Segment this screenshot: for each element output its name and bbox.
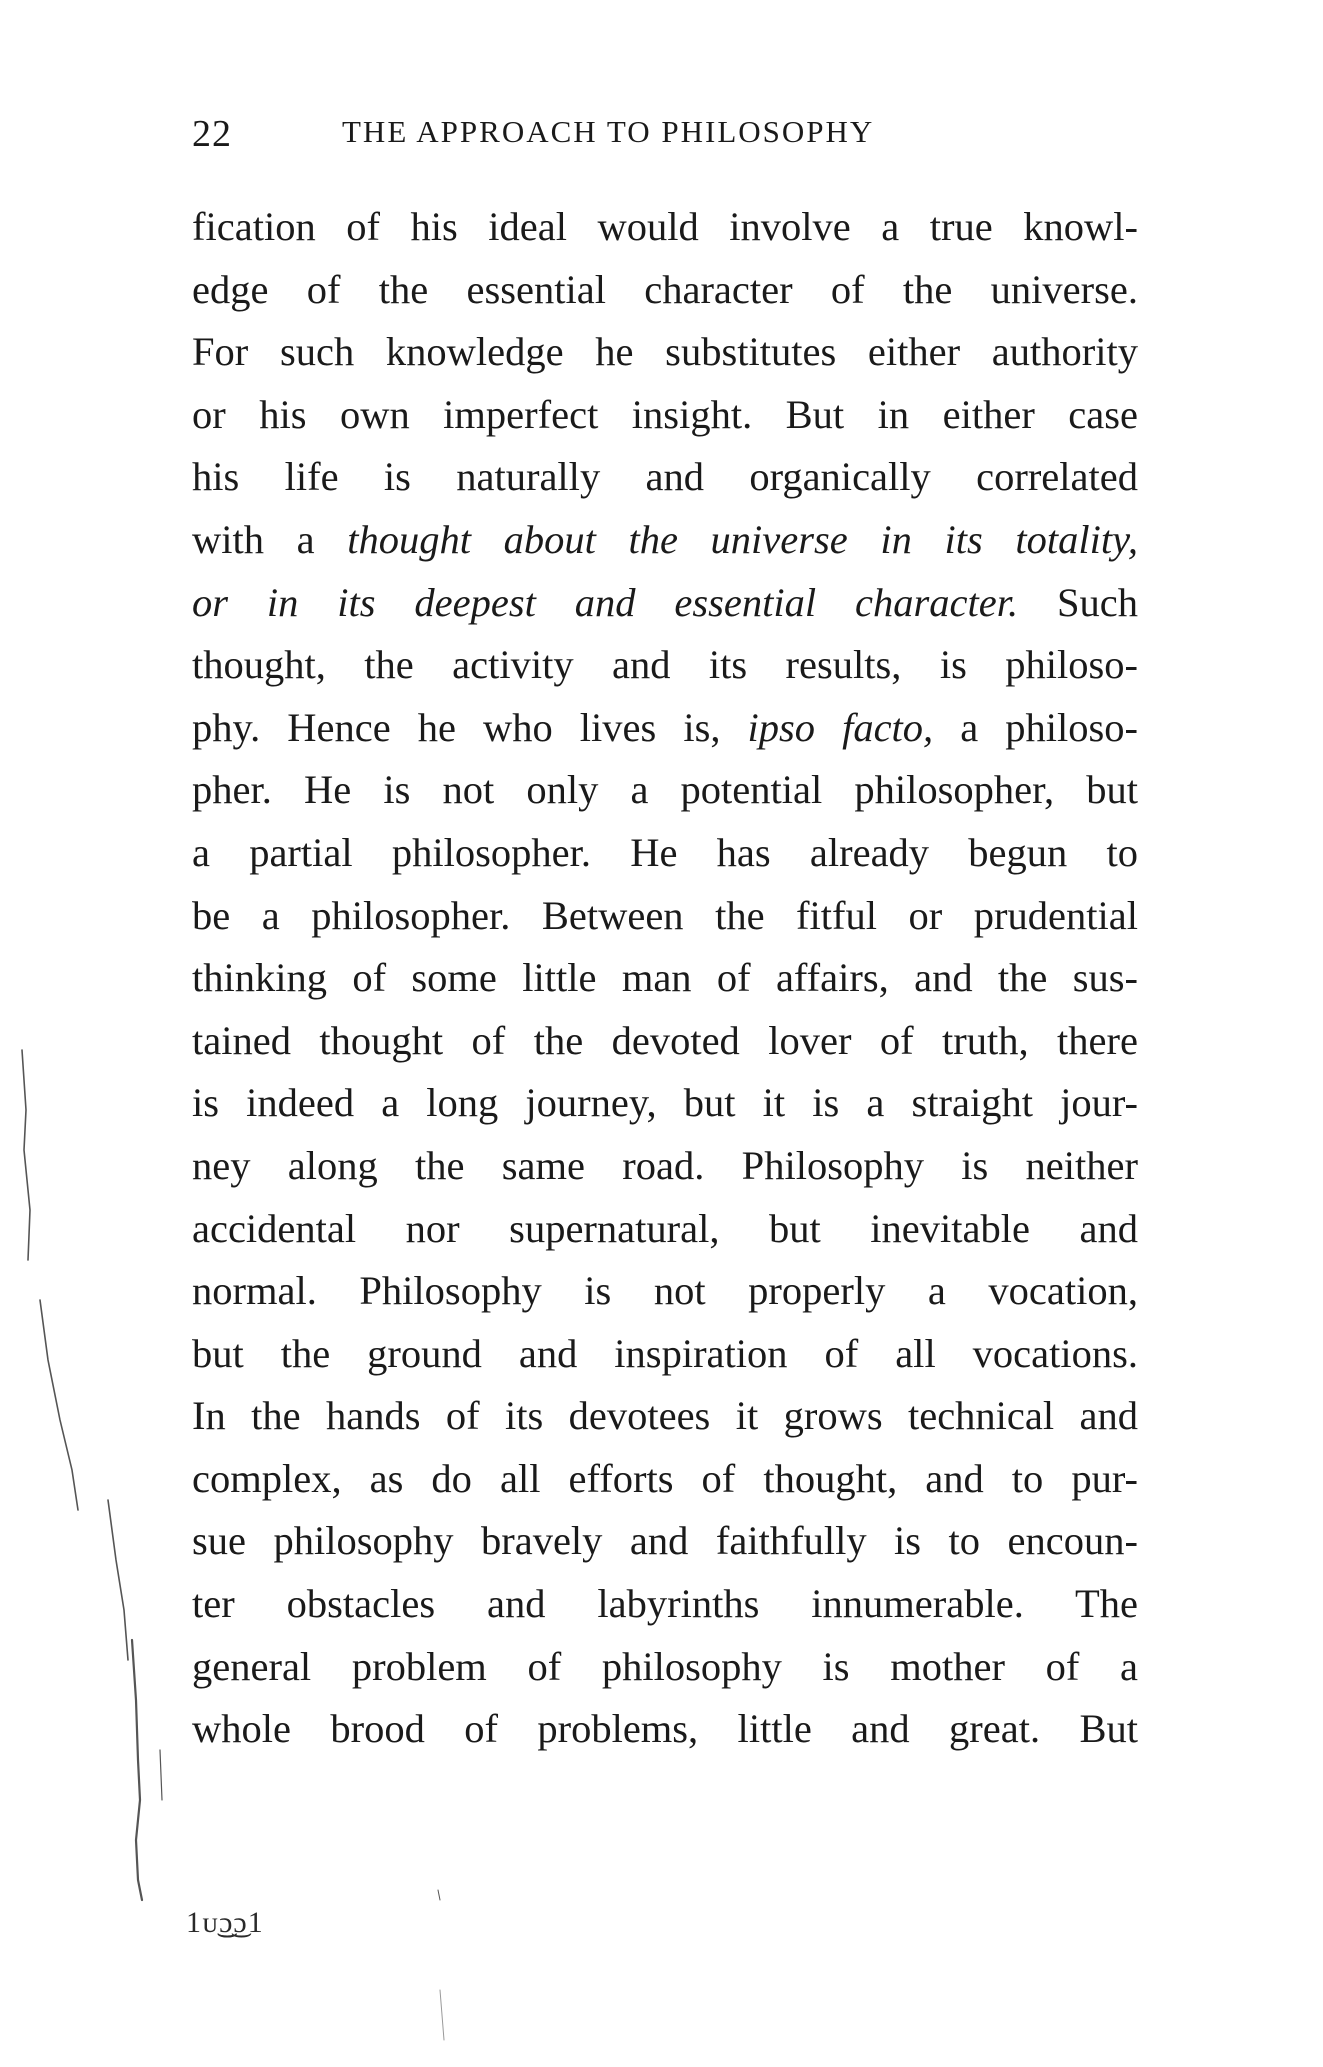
text-line	[192, 1573, 1138, 1636]
text-segment: complex, as do all efforts of thought, and to pur-	[192, 1455, 1138, 1501]
running-head	[192, 112, 1142, 162]
text-segment: with a	[192, 516, 348, 562]
text-segment: fication of his ideal would involve a true knowl-	[192, 204, 1138, 249]
text-segment: or his own imperfect insight. But in either case	[192, 391, 1138, 437]
text-segment: Such	[1018, 579, 1138, 625]
text-line	[192, 321, 1138, 384]
text-line	[192, 1010, 1138, 1073]
text-line	[192, 509, 1138, 572]
text-line	[192, 196, 1138, 259]
text-line	[192, 1448, 1138, 1511]
text-line	[192, 1260, 1138, 1323]
text-segment: but the ground and inspiration of all vocations.	[192, 1330, 1138, 1376]
text-segment: phy. Hence he who lives is,	[192, 704, 748, 750]
italic-segment: or in its deepest and essential character.	[192, 579, 1019, 625]
text-segment: ney along the same road. Philosophy is neither	[192, 1142, 1138, 1188]
text-segment: normal. Philosophy is not properly a vocation,	[192, 1268, 1138, 1314]
text-line	[192, 1636, 1138, 1699]
text-segment: a partial philosopher. He has already begun to	[192, 829, 1138, 875]
text-line	[192, 759, 1138, 822]
text-segment: thought, the activity and its results, is philoso-	[192, 642, 1138, 688]
text-segment: whole brood of problems, little and great. But	[192, 1706, 1138, 1752]
text-segment: general problem of philosophy is mother of a	[192, 1643, 1138, 1689]
text-line	[192, 446, 1138, 509]
text-segment: accidental nor supernatural, but inevitable and	[192, 1205, 1138, 1251]
text-line	[192, 1698, 1138, 1761]
text-segment: sue philosophy bravely and faithfully is to encoun-	[192, 1518, 1138, 1564]
text-segment: tained thought of the devoted lover of truth, there	[192, 1017, 1138, 1063]
text-line	[192, 1198, 1138, 1261]
text-line	[192, 259, 1138, 322]
text-line	[192, 1072, 1138, 1135]
body-text	[192, 196, 1138, 1761]
text-segment: is indeed a long journey, but it is a straight jour-	[192, 1080, 1138, 1126]
text-line	[192, 1385, 1138, 1448]
text-line	[192, 947, 1138, 1010]
text-segment: For such knowledge he substitutes either authority	[192, 329, 1138, 375]
text-line	[192, 1323, 1138, 1386]
text-line	[192, 384, 1138, 447]
text-segment: In the hands of its devotees it grows technical and	[192, 1393, 1138, 1439]
text-line	[192, 885, 1138, 948]
text-line	[192, 697, 1138, 760]
text-segment: pher. He is not only a potential philosopher, but	[192, 767, 1138, 813]
text-segment: a philoso-	[933, 704, 1138, 750]
page-number: 22	[192, 113, 232, 155]
text-line	[192, 1510, 1138, 1573]
running-title: THE APPROACH TO PHILOSOPHY	[342, 114, 875, 149]
text-segment: edge of the essential character of the universe.	[192, 266, 1138, 312]
text-segment: be a philosopher. Between the fitful or prudential	[192, 892, 1138, 938]
text-segment: thinking of some little man of affairs, and the sus-	[192, 955, 1138, 1001]
printer-signature-mark: 1ᴜ͜͜ɔ͜ɔ1	[186, 1906, 264, 1939]
text-line	[192, 572, 1138, 635]
italic-segment: thought about the universe in its totality,	[347, 516, 1138, 562]
text-segment: ter obstacles and labyrinths innumerable. The	[192, 1581, 1138, 1627]
text-segment: his life is naturally and organically correlated	[192, 454, 1138, 500]
text-line	[192, 1135, 1138, 1198]
italic-segment: ipso facto,	[747, 704, 934, 750]
text-line	[192, 822, 1138, 885]
text-line	[192, 634, 1138, 697]
